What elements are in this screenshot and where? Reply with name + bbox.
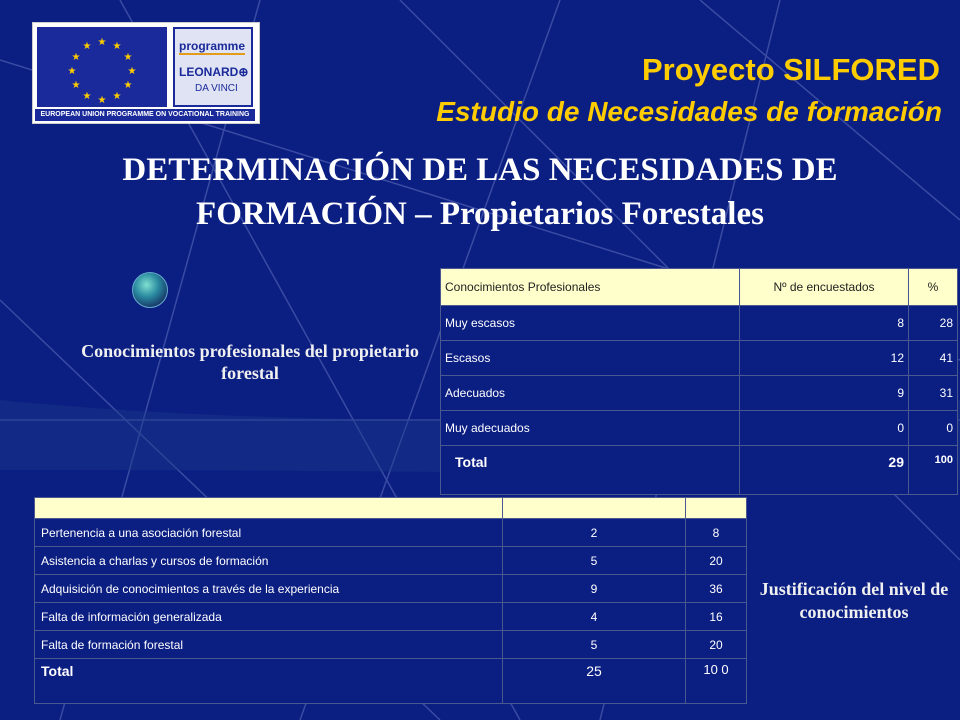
project-subtitle: Estudio de Necesidades de formación [436, 96, 942, 127]
table-cell: 12 [740, 341, 909, 376]
table-cell: 4 [503, 603, 686, 631]
table-cell: Adecuados [441, 376, 740, 411]
table-cell: 29 [740, 446, 909, 495]
table-cell: 31 [909, 376, 958, 411]
table-cell: 2 [503, 519, 686, 547]
project-title: Proyecto SILFORED [642, 52, 940, 87]
svg-text:★: ★ [97, 95, 107, 106]
svg-text:★: ★ [112, 91, 122, 102]
table-cell: 5 [503, 547, 686, 575]
table-cell: Total [441, 446, 740, 495]
slide-title [0, 148, 960, 236]
table-cell: 5 [503, 631, 686, 659]
table-row [441, 341, 958, 376]
svg-text:★: ★ [71, 52, 81, 63]
table-cell: 9 [740, 376, 909, 411]
table-row [441, 306, 958, 341]
table-cell: 20 [686, 631, 747, 659]
table-cell: 9 [503, 575, 686, 603]
eu-caption: EUROPEAN UNION PROGRAMME ON VOCATIONAL TRAINING [35, 109, 255, 121]
table-cell: 10 0 [686, 659, 747, 704]
table-cell: 20 [686, 547, 747, 575]
table-cell: 28 [909, 306, 958, 341]
table-cell: 16 [686, 603, 747, 631]
table-header-cell: % [909, 269, 958, 306]
table-cell: Asistencia a charlas y cursos de formación [35, 547, 503, 575]
table-header-cell: Nº de respuestas [503, 498, 686, 519]
table-cell: Muy adecuados [441, 411, 740, 446]
svg-text:★: ★ [123, 52, 133, 63]
table-cell: Pertenencia a una asociación forestal [35, 519, 503, 547]
table-header-cell: Nº de encuestados [740, 269, 909, 306]
table-cell: Falta de formación forestal [35, 631, 503, 659]
justification-label: Justificación del nivel de conocimientos [759, 579, 949, 622]
table-header-cell: Conocimientos Profesionales [441, 269, 740, 306]
table-cell: 8 [686, 519, 747, 547]
svg-text:★: ★ [127, 66, 137, 77]
table-row [35, 631, 747, 659]
table-total-row [441, 446, 958, 495]
knowledge-table [440, 268, 958, 495]
table-header-row [35, 498, 747, 519]
eu-leonardo-logo [32, 22, 260, 124]
leonardo-label: LEONARD⊕ [179, 65, 249, 79]
table-row [441, 376, 958, 411]
globe-icon [132, 272, 168, 308]
table-cell: Muy escasos [441, 306, 740, 341]
table-header-cell: Justificación del nivel de conocimientos [35, 498, 503, 519]
table-row [35, 519, 747, 547]
table-cell: Escasos [441, 341, 740, 376]
table-cell: 0 [909, 411, 958, 446]
davinci-label: DA VINCI [195, 83, 238, 94]
justification-table [34, 497, 747, 704]
programme-label: programme [179, 39, 246, 53]
table-header-cell: % [686, 498, 747, 519]
table-cell: 100 [909, 446, 958, 495]
table-cell: 36 [686, 575, 747, 603]
slide-title-line2: FORMACIÓN – Propietarios Forestales [196, 196, 764, 232]
table-row [35, 575, 747, 603]
knowledge-label: Conocimientos profesionales del propietario forestal [81, 341, 419, 383]
table-cell: Adquisición de conocimientos a través de la experiencia [35, 575, 503, 603]
svg-text:★: ★ [71, 80, 81, 91]
svg-text:★: ★ [82, 41, 92, 52]
svg-text:★: ★ [67, 66, 77, 77]
eu-flag-icon [37, 27, 167, 107]
svg-text:★: ★ [112, 41, 122, 52]
table-header-row [441, 269, 958, 306]
table-cell: 25 [503, 659, 686, 704]
table-cell: 8 [740, 306, 909, 341]
table-row [35, 603, 747, 631]
table-row [441, 411, 958, 446]
table-row [35, 547, 747, 575]
table-cell: 0 [740, 411, 909, 446]
table-cell: Falta de información generalizada [35, 603, 503, 631]
table-cell: Total [35, 659, 503, 704]
slide-title-line1: DETERMINACIÓN DE LAS NECESIDADES DE [122, 152, 838, 188]
leonardo-logo [173, 27, 253, 107]
svg-text:★: ★ [123, 80, 133, 91]
svg-text:★: ★ [97, 37, 107, 48]
table-total-row [35, 659, 747, 704]
table-cell: 41 [909, 341, 958, 376]
svg-text:★: ★ [82, 91, 92, 102]
